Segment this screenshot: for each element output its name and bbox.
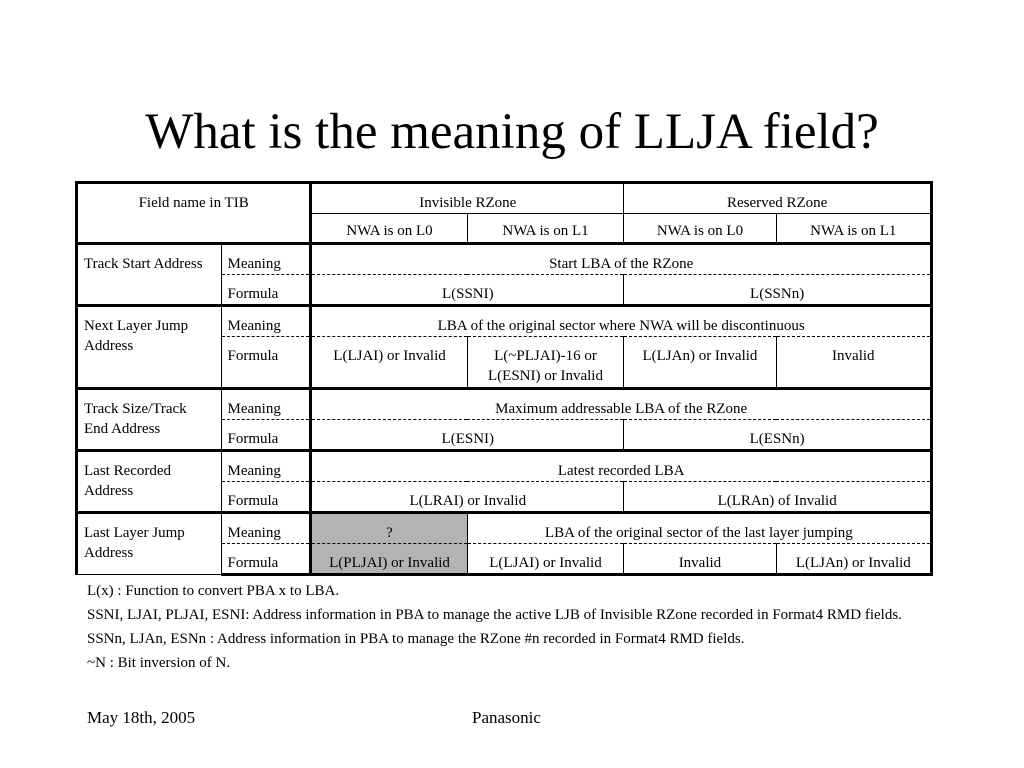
- meaning-label: Meaning: [221, 306, 311, 337]
- table-row: [77, 306, 932, 337]
- formula-cell: Invalid: [776, 337, 931, 389]
- header-invisible-rzone: Invisible RZone: [311, 183, 624, 214]
- meaning-cell: Start LBA of the RZone: [311, 244, 932, 275]
- footnote: ~N : Bit inversion of N.: [87, 655, 231, 671]
- field-name-cell: Track Start Address: [77, 244, 222, 306]
- formula-label: Formula: [221, 337, 311, 389]
- formula-cell: L(LJAn) or Invalid: [776, 544, 931, 575]
- footnote: L(x) : Function to convert PBA x to LBA.: [87, 583, 340, 599]
- header-reserved-nwa-l0: NWA is on L0: [624, 214, 776, 244]
- field-name-cell: Last Layer Jump Address: [77, 513, 222, 575]
- formula-label: Formula: [221, 420, 311, 451]
- table-row: [77, 389, 932, 420]
- field-name-cell: Track Size/Track End Address: [77, 389, 222, 451]
- table-header-row: [77, 183, 932, 214]
- formula-label: Formula: [221, 275, 311, 306]
- table-row: [77, 451, 932, 482]
- formula-label: Formula: [221, 482, 311, 513]
- header-reserved-rzone: Reserved RZone: [624, 183, 932, 214]
- header-invisible-nwa-l0: NWA is on L0: [311, 214, 467, 244]
- formula-cell: L(LJAn) or Invalid: [624, 337, 776, 389]
- meaning-label: Meaning: [221, 244, 311, 275]
- slide-title: What is the meaning of LLJA field?: [145, 104, 879, 160]
- meaning-cell: Latest recorded LBA: [311, 451, 932, 482]
- formula-cell: L(SSNn): [624, 275, 932, 306]
- formula-cell: L(SSNI): [311, 275, 624, 306]
- footnotes: [87, 582, 917, 678]
- formula-cell: L(ESNI): [311, 420, 624, 451]
- formula-cell: L(LRAI) or Invalid: [311, 482, 624, 513]
- header-reserved-nwa-l1: NWA is on L1: [776, 214, 931, 244]
- tib-field-table: [75, 181, 933, 576]
- field-name-cell: Next Layer Jump Address: [77, 306, 222, 389]
- meaning-cell: LBA of the original sector of the last layer jumping: [467, 513, 931, 544]
- footer-company: Panasonic: [472, 708, 541, 727]
- formula-cell: Invalid: [624, 544, 776, 575]
- meaning-label: Meaning: [221, 389, 311, 420]
- formula-cell-highlighted: L(PLJAI) or Invalid: [311, 544, 467, 575]
- footer-date: May 18th, 2005: [87, 708, 196, 727]
- meaning-cell: LBA of the original sector where NWA will be discontinuous: [311, 306, 932, 337]
- meaning-cell: Maximum addressable LBA of the RZone: [311, 389, 932, 420]
- formula-cell: L(~PLJAI)-16 or L(ESNI) or Invalid: [467, 337, 624, 389]
- table-row: [77, 244, 932, 275]
- formula-cell: L(LJAI) or Invalid: [311, 337, 467, 389]
- formula-label: Formula: [221, 544, 311, 575]
- formula-cell: L(ESNn): [624, 420, 932, 451]
- table-row: [77, 513, 932, 544]
- formula-cell: L(LRAn) of Invalid: [624, 482, 932, 513]
- footnote: SSNn, LJAn, ESNn : Address information in PBA to manage the RZone #n recorded in Format4 RMD fields.: [87, 631, 745, 647]
- footnote: SSNI, LJAI, PLJAI, ESNI: Address information in PBA to manage the active LJB of Invisible RZone recorded in Format4 RMD fields.: [87, 607, 902, 623]
- header-invisible-nwa-l1: NWA is on L1: [467, 214, 624, 244]
- field-name-cell: Last Recorded Address: [77, 451, 222, 513]
- meaning-label: Meaning: [221, 513, 311, 544]
- unknown-meaning-cell: ?: [311, 513, 467, 544]
- header-corner-cell: Field name in TIB: [77, 183, 311, 244]
- formula-cell: L(LJAI) or Invalid: [467, 544, 624, 575]
- meaning-label: Meaning: [221, 451, 311, 482]
